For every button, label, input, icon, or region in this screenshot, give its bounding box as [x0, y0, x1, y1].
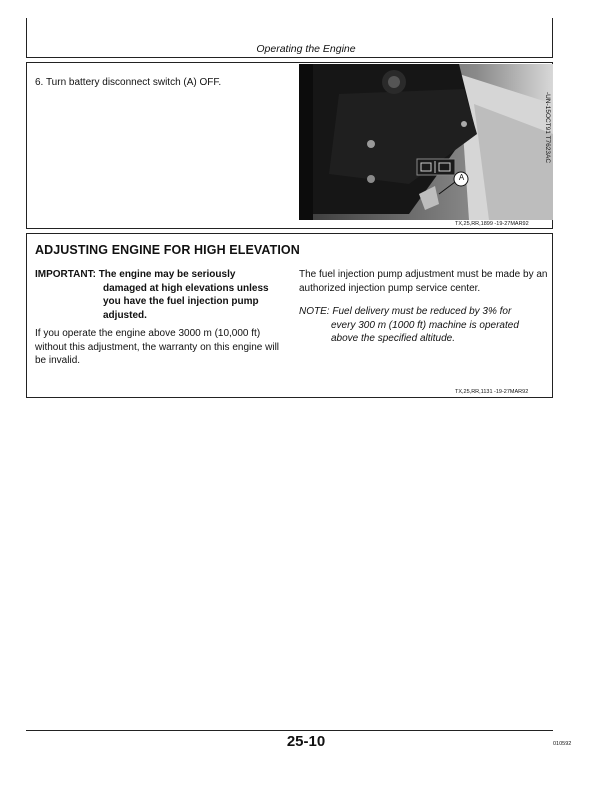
- section-heading: ADJUSTING ENGINE FOR HIGH ELEVATION: [35, 243, 300, 257]
- photo-side-code: [541, 92, 551, 216]
- important-label: IMPORTANT:: [35, 269, 96, 280]
- photo-reference: TX,25,RR,1899 -19-27MAR92: [455, 221, 529, 227]
- footer-code: 010592: [553, 741, 572, 747]
- warranty-paragraph: If you operate the engine above 3000 m (10,000 ft) without this adjustment, the warranty on this engine will be invalid.: [35, 328, 280, 366]
- step-text: 6. Turn battery disconnect switch (A) OFF.: [35, 77, 222, 88]
- important-notice: [35, 268, 285, 322]
- important-line-1: The engine may be seriously: [98, 269, 236, 280]
- page-number: 25-10: [286, 733, 326, 750]
- header-bottom-rule: [26, 57, 553, 58]
- note-line-2: every 300 m (1000 ft) machine is operated: [331, 319, 519, 331]
- important-line-4: adjusted.: [103, 309, 147, 321]
- note-line-3: above the specified altitude.: [331, 333, 455, 344]
- section-reference: TX,25,RR,1131 -19-27MAR92: [455, 389, 529, 395]
- callout-label-a: A: [458, 173, 465, 182]
- footer-rule: [26, 730, 553, 731]
- important-line-2: damaged at high elevations unless: [103, 282, 269, 294]
- important-line-3: you have the fuel injection pump: [103, 296, 259, 307]
- note-line-1: Fuel delivery must be reduced by 3% for: [332, 306, 512, 317]
- fuel-delivery-note: [299, 305, 549, 346]
- photo-illustration: [299, 64, 553, 220]
- photo-side-code-text: -UN-15OCT91 T7623AC: [544, 92, 551, 164]
- battery-switch-photo: [299, 64, 553, 220]
- pump-adjustment-paragraph: The fuel injection pump adjustment must be made by an authorized injection pump service center.: [299, 269, 548, 294]
- page-header-title: Operating the Engine: [256, 43, 356, 55]
- note-label: NOTE:: [299, 306, 330, 317]
